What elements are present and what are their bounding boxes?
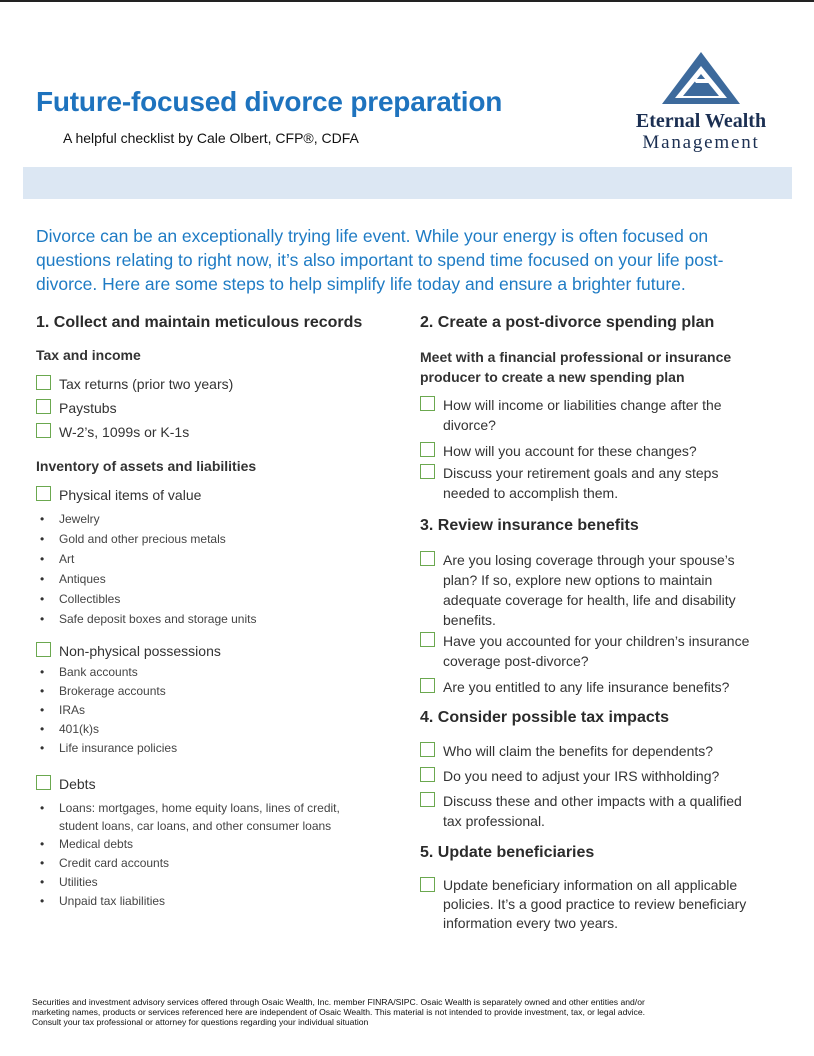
list-item: • IRAs	[36, 701, 396, 720]
checkbox-icon[interactable]	[36, 486, 51, 501]
checkbox-icon[interactable]	[420, 551, 435, 566]
disclaimer-footer: Securities and investment advisory services offered through Osaic Wealth, Inc. member FINRA/SIPC. Osaic Wealth is separately owned and other entities and/or marketing names, products or services referenced here are independent of Osaic Wealth. This material is not intended to provide investment, tax, or legal advice. Consult your tax professional or attorney for questions regarding your individual situation	[32, 997, 646, 1027]
list-item: • Unpaid tax liabilities	[36, 892, 346, 911]
list-item: • Utilities	[36, 873, 346, 892]
list-item: • Art	[36, 549, 396, 569]
list-item: • Bank accounts	[36, 663, 396, 682]
header-band	[23, 167, 792, 199]
checkbox-icon[interactable]	[36, 399, 51, 414]
section-4-heading: 4. Consider possible tax impacts	[420, 709, 669, 726]
section-2-heading: 2. Create a post-divorce spending plan	[420, 314, 715, 331]
checklist-item[interactable]: Update beneficiary information on all applicable policies. It’s a good practice to review beneficiary information every two years.	[420, 876, 765, 933]
list-item: • Loans: mortgages, home equity loans, lines of credit, student loans, car loans, and other consumer loans	[36, 799, 346, 835]
checkbox-icon[interactable]	[36, 423, 51, 438]
list-item: • Brokerage accounts	[36, 682, 396, 701]
section-2-intro: Meet with a financial professional or insurance producer to create a new spending plan	[420, 349, 732, 385]
checkbox-icon[interactable]	[36, 642, 51, 657]
checklist-item[interactable]: Debts	[36, 774, 396, 794]
checklist-item[interactable]: Who will claim the benefits for dependents?	[420, 741, 760, 761]
checklist-item[interactable]: Non-physical possessions	[36, 641, 396, 661]
list-item: • Medical debts	[36, 835, 346, 854]
checkbox-icon[interactable]	[420, 742, 435, 757]
logo-name: Eternal Wealth	[635, 110, 767, 132]
list-item: • Life insurance policies	[36, 739, 396, 758]
checklist-item[interactable]: How will income or liabilities change after the divorce?	[420, 395, 750, 435]
checklist-item[interactable]: Tax returns (prior two years)	[36, 374, 396, 394]
inventory-heading: Inventory of assets and liabilities	[36, 458, 257, 474]
checkbox-icon[interactable]	[420, 396, 435, 411]
list-item: • Antiques	[36, 569, 396, 589]
checkbox-icon[interactable]	[420, 877, 435, 892]
page-subtitle: A helpful checklist by Cale Olbert, CFP®, CDFA	[63, 130, 359, 146]
list-item: • Gold and other precious metals	[36, 529, 396, 549]
checkbox-icon[interactable]	[36, 775, 51, 790]
section-3-heading: 3. Review insurance benefits	[420, 517, 639, 534]
checklist-item[interactable]: Discuss these and other impacts with a qualified tax professional.	[420, 791, 760, 831]
section-1-heading: 1. Collect and maintain meticulous records	[36, 314, 363, 331]
checklist-item[interactable]: Discuss your retirement goals and any steps needed to accomplish them.	[420, 463, 750, 503]
checkbox-icon[interactable]	[420, 767, 435, 782]
checklist-item[interactable]: Physical items of value	[36, 485, 396, 505]
checkbox-icon[interactable]	[420, 792, 435, 807]
list-item: • Collectibles	[36, 589, 396, 609]
list-item: • Safe deposit boxes and storage units	[36, 609, 396, 629]
checkbox-icon[interactable]	[36, 375, 51, 390]
right-column	[420, 314, 790, 933]
company-logo	[626, 50, 776, 155]
checklist-item[interactable]: Have you accounted for your children’s insurance coverage post-divorce?	[420, 631, 765, 671]
checklist-item[interactable]: Are you entitled to any life insurance benefits?	[420, 677, 765, 697]
page-title: Future-focused divorce preparation	[36, 86, 503, 117]
section-5-heading: 5. Update beneficiaries	[420, 844, 595, 861]
top-rule	[0, 0, 814, 2]
intro-paragraph: Divorce can be an exceptionally trying life event. While your energy is often focused on questions relating to right now, it’s also important to spend time focused on your life post-divorce. Here are some steps to help simplify life today and ensure a brighter future.	[36, 226, 724, 294]
left-column	[36, 314, 396, 911]
checklist-item[interactable]: How will you account for these changes?	[420, 441, 750, 461]
checkbox-icon[interactable]	[420, 442, 435, 457]
checkbox-icon[interactable]	[420, 464, 435, 479]
logo-subname: Management	[642, 132, 760, 153]
checkbox-icon[interactable]	[420, 678, 435, 693]
checklist-item[interactable]: Paystubs	[36, 398, 396, 418]
checklist-item[interactable]: Are you losing coverage through your spouse’s plan? If so, explore new options to maintain adequate coverage for health, life and disability benefits.	[420, 550, 765, 630]
list-item: • 401(k)s	[36, 720, 396, 739]
checklist-item[interactable]: Do you need to adjust your IRS withholding?	[420, 766, 760, 786]
checkbox-icon[interactable]	[420, 632, 435, 647]
list-item: • Credit card accounts	[36, 854, 346, 873]
checklist-item[interactable]: W-2’s, 1099s or K-1s	[36, 422, 396, 442]
list-item: • Jewelry	[36, 509, 396, 529]
tax-income-heading: Tax and income	[36, 347, 141, 363]
triangle-logo-icon	[662, 52, 740, 104]
